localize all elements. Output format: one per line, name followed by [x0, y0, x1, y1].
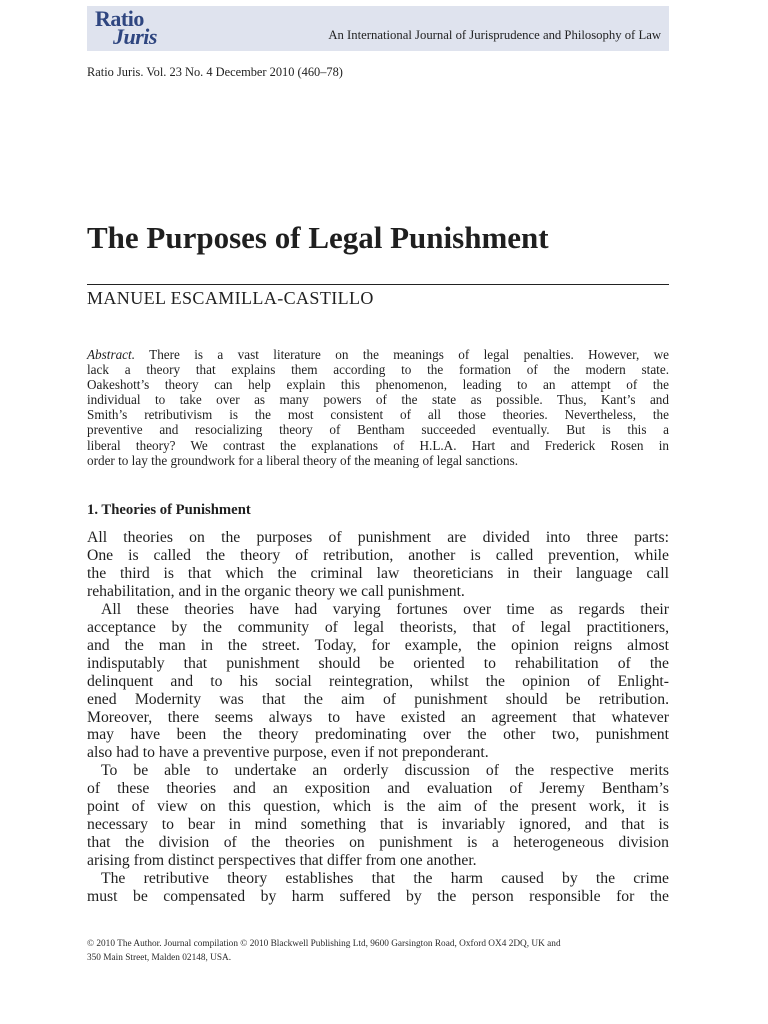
- logo-word-juris: Juris: [113, 24, 157, 49]
- title-divider: [87, 284, 669, 285]
- body-line: All these theories have had varying fortunes over time as regards their: [101, 600, 669, 618]
- body-line: To be able to undertake an orderly discussion of the respective merits: [101, 762, 669, 780]
- body-line: Moreover, there seems always to have existed an agreement that whatever: [87, 708, 669, 726]
- abstract-line: [87, 347, 669, 362]
- journal-citation: Ratio Juris. Vol. 23 No. 4 December 2010 (460–78): [87, 65, 343, 79]
- body-line: the third is that which the criminal law theoreticians in their language call: [87, 564, 669, 582]
- logo-word-ratio: Ratio: [95, 6, 144, 31]
- abstract-line: order to lay the groundwork for a liberal theory of the meaning of legal sanctions.: [87, 452, 519, 468]
- abstract-line-text: There is a vast literature on the meanings of legal penalties. However, we: [135, 347, 669, 362]
- abstract-line: Oakeshott’s theory can help explain this phenomenon, leading to an attempt of the: [87, 377, 669, 393]
- abstract-line: individual to take over as many powers of the state as possible. Thus, Kant’s and: [87, 392, 669, 408]
- journal-masthead: [87, 6, 669, 51]
- body-line: ened Modernity was that the aim of punishment should be retribution.: [87, 690, 669, 708]
- footer-line: 350 Main Street, Malden 02148, USA.: [87, 952, 232, 963]
- body-line: rehabilitation, and in the organic theory we call punishment.: [87, 582, 465, 600]
- body-line: All theories on the purposes of punishment are divided into three parts:: [87, 529, 669, 546]
- body-line: arising from distinct perspectives that differ from one another.: [87, 852, 477, 870]
- footer-line: © 2010 The Author. Journal compilation © 2010 Blackwell Publishing Ltd, 9600 Garsington Road, Oxford OX4 2DQ, UK and: [87, 939, 561, 949]
- body-line: of these theories and an exposition and evaluation of Jeremy Bentham’s: [87, 780, 669, 798]
- body-line: delinquent and to his social reintegration, whilst the opinion of Enlight-: [87, 672, 669, 690]
- author-name: MANUEL ESCAMILLA-CASTILLO: [87, 288, 374, 308]
- body-line: One is called the theory of retribution, another is called prevention, while: [87, 546, 669, 564]
- abstract-block: [87, 347, 669, 468]
- body-line: must be compensated by harm suffered by the person responsible for the: [87, 888, 669, 906]
- body-line: The retributive theory establishes that the harm caused by the crime: [101, 870, 669, 888]
- abstract-line: preventive and resocializing theory of Bentham succeeded eventually. But is this a: [87, 422, 669, 438]
- abstract-line: lack a theory that explains them according to the formation of the modern state.: [87, 362, 669, 378]
- body-line: may have been the theory predominating over the other two, punishment: [87, 726, 669, 744]
- body-line: point of view on this question, which is the aim of the present work, it is: [87, 798, 669, 816]
- section-heading: 1. Theories of Punishment: [87, 502, 251, 518]
- article-title: The Purposes of Legal Punishment: [87, 220, 549, 255]
- body-line: indisputably that punishment should be oriented to rehabilitation of the: [87, 654, 669, 672]
- abstract-line: Smith’s retributivism is the most consistent of all those theories. Nevertheless, the: [87, 407, 669, 423]
- copyright-footer: [87, 938, 673, 965]
- body-line: and the man in the street. Today, for example, the opinion reigns almost: [87, 636, 669, 654]
- abstract-label: Abstract.: [87, 347, 135, 362]
- ratio-juris-logo: [95, 8, 169, 48]
- body-line: acceptance by the community of legal theorists, that of legal practitioners,: [87, 618, 669, 636]
- body-text: [87, 529, 669, 906]
- body-line: that the division of the theories on punishment is a heterogeneous division: [87, 834, 669, 852]
- body-line: also had to have a preventive purpose, even if not preponderant.: [87, 744, 489, 762]
- body-line: necessary to bear in mind something that is invariably ignored, and that is: [87, 816, 669, 834]
- journal-tagline: An International Journal of Jurisprudence and Philosophy of Law: [328, 28, 661, 42]
- abstract-line: liberal theory? We contrast the explanations of H.L.A. Hart and Frederick Rosen in: [87, 437, 669, 453]
